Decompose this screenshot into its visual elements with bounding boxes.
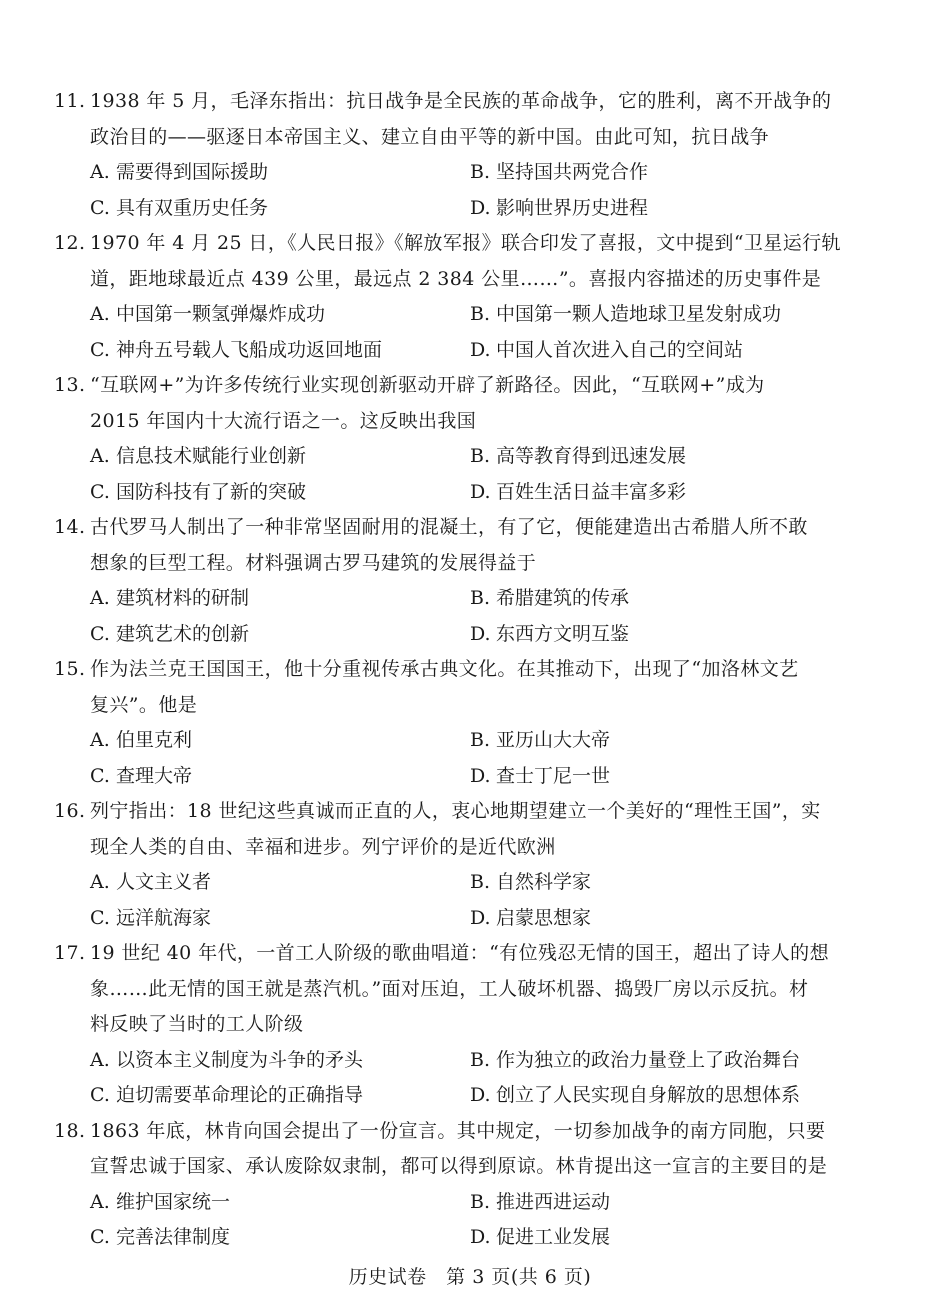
answer-option-a[interactable] bbox=[90, 155, 268, 191]
option-row bbox=[0, 297, 940, 333]
option-letter: A. bbox=[90, 303, 110, 325]
option-letter: B. bbox=[470, 1190, 491, 1213]
option-text: 亚历山大大帝 bbox=[496, 729, 611, 751]
option-text: 查士丁尼一世 bbox=[496, 764, 611, 787]
answer-option-a[interactable] bbox=[90, 439, 306, 475]
answer-option-a[interactable] bbox=[90, 1043, 363, 1079]
option-text: 维护国家统一 bbox=[116, 1190, 231, 1213]
option-row bbox=[0, 155, 940, 191]
option-text: 具有双重历史任务 bbox=[116, 196, 269, 219]
option-row bbox=[0, 901, 940, 937]
answer-option-c[interactable] bbox=[90, 759, 192, 795]
question-12 bbox=[0, 226, 940, 368]
option-text: 建筑材料的研制 bbox=[116, 587, 250, 609]
option-row bbox=[0, 723, 940, 759]
option-row bbox=[0, 1185, 940, 1221]
option-text: 百姓生活日益丰富多彩 bbox=[496, 480, 687, 503]
option-text: 坚持国共两党合作 bbox=[496, 161, 649, 183]
question-stem-first-line bbox=[0, 1114, 940, 1150]
option-row bbox=[0, 1043, 940, 1079]
question-stem-line bbox=[0, 972, 940, 1008]
option-letter: C. bbox=[90, 906, 110, 929]
option-letter: D. bbox=[470, 1084, 491, 1106]
question-stem-text: “互联网+”为许多传统行业实现创新驱动开辟了新路径。因此，“互联网+”成为 bbox=[90, 374, 765, 396]
question-number: 15. bbox=[54, 658, 86, 680]
option-letter: C. bbox=[90, 480, 110, 503]
option-text: 信息技术赋能行业创新 bbox=[116, 445, 307, 467]
answer-option-d[interactable] bbox=[470, 617, 629, 653]
option-letter: C. bbox=[90, 196, 110, 219]
page-footer: 历史试卷 第 3 页(共 6 页) bbox=[348, 1266, 592, 1288]
answer-option-b[interactable] bbox=[470, 723, 610, 759]
answer-option-d[interactable] bbox=[470, 475, 686, 511]
answer-option-c[interactable] bbox=[90, 1220, 230, 1256]
question-stem-text: 2015 年国内十大流行语之一。这反映出我国 bbox=[90, 409, 477, 432]
question-stem-text: 19 世纪 40 年代，一首工人阶级的歌曲唱道：“有位残忍无情的国王，超出了诗人的想 bbox=[90, 942, 829, 964]
answer-option-c[interactable] bbox=[90, 617, 249, 653]
question-stem-text: 料反映了当时的工人阶级 bbox=[90, 1013, 304, 1035]
option-letter: A. bbox=[90, 871, 110, 893]
answer-option-c[interactable] bbox=[90, 333, 382, 369]
answer-option-b[interactable] bbox=[470, 297, 781, 333]
option-text: 推进西进运动 bbox=[496, 1190, 611, 1213]
answer-option-b[interactable] bbox=[470, 1185, 610, 1221]
question-stem-text: 象……此无情的国王就是蒸汽机。”面对压迫，工人破坏机器、捣毁厂房以示反抗。材 bbox=[90, 977, 809, 1000]
answer-option-c[interactable] bbox=[90, 1078, 363, 1114]
option-letter: A. bbox=[90, 587, 110, 609]
answer-option-a[interactable] bbox=[90, 723, 192, 759]
answer-option-d[interactable] bbox=[470, 901, 591, 937]
option-text: 中国第一颗人造地球卫星发射成功 bbox=[496, 303, 782, 325]
answer-option-a[interactable] bbox=[90, 1185, 230, 1221]
question-stem-first-line bbox=[0, 226, 940, 262]
question-stem-text: 1938 年 5 月，毛泽东指出：抗日战争是全民族的革命战争，它的胜利，离不开战争的 bbox=[90, 90, 832, 112]
option-row bbox=[0, 333, 940, 369]
option-text: 以资本主义制度为斗争的矛头 bbox=[116, 1048, 364, 1071]
option-text: 启蒙思想家 bbox=[496, 906, 592, 929]
option-text: 需要得到国际援助 bbox=[116, 161, 269, 183]
question-stem-line bbox=[0, 1007, 940, 1043]
option-letter: C. bbox=[90, 1226, 110, 1248]
question-stem-text: 1863 年底，林肯向国会提出了一份宣言。其中规定，一切参加战争的南方同胞，只要 bbox=[90, 1119, 826, 1142]
question-stem-first-line bbox=[0, 652, 940, 688]
question-stem-text: 古代罗马人制出了一种非常坚固耐用的混凝土，有了它，便能建造出古希腊人所不敢 bbox=[90, 516, 808, 538]
question-17 bbox=[0, 936, 940, 1114]
option-text: 建筑艺术的创新 bbox=[116, 622, 250, 645]
option-letter: B. bbox=[470, 161, 491, 183]
question-18 bbox=[0, 1114, 940, 1256]
answer-option-c[interactable] bbox=[90, 191, 268, 227]
question-13 bbox=[0, 368, 940, 510]
option-row bbox=[0, 1220, 940, 1256]
question-stem-text: 道，距地球最近点 439 公里，最远点 2 384 公里……”。喜报内容描述的历史事件是 bbox=[90, 267, 822, 290]
option-letter: C. bbox=[90, 338, 110, 361]
answer-option-a[interactable] bbox=[90, 581, 249, 617]
option-text: 迫切需要革命理论的正确指导 bbox=[116, 1084, 364, 1106]
answer-option-b[interactable] bbox=[470, 1043, 800, 1079]
option-letter: D. bbox=[470, 764, 491, 787]
question-stem-text: 想象的巨型工程。材料强调古罗马建筑的发展得益于 bbox=[90, 551, 537, 574]
question-number: 11. bbox=[54, 90, 86, 112]
option-text: 创立了人民实现自身解放的思想体系 bbox=[496, 1084, 801, 1106]
question-number: 17. bbox=[54, 942, 86, 964]
option-row bbox=[0, 581, 940, 617]
option-text: 中国第一颗氢弹爆炸成功 bbox=[116, 303, 326, 325]
question-number: 14. bbox=[54, 516, 86, 538]
option-letter: B. bbox=[470, 1048, 491, 1071]
answer-option-a[interactable] bbox=[90, 865, 211, 901]
option-text: 完善法律制度 bbox=[116, 1226, 231, 1248]
option-text: 自然科学家 bbox=[496, 871, 592, 893]
question-stem-text: 作为法兰克王国国王，他十分重视传承古典文化。在其推动下，出现了“加洛林文艺 bbox=[90, 658, 799, 680]
option-letter: B. bbox=[470, 587, 491, 609]
question-stem-text: 列宁指出：18 世纪这些真诚而正直的人，衷心地期望建立一个美好的“理性王国”，实 bbox=[90, 800, 821, 822]
option-letter: D. bbox=[470, 906, 491, 929]
question-stem-first-line bbox=[0, 84, 940, 120]
question-stem-line bbox=[0, 546, 940, 582]
option-letter: A. bbox=[90, 445, 110, 467]
option-row bbox=[0, 617, 940, 653]
question-stem-first-line bbox=[0, 510, 940, 546]
question-stem-line bbox=[0, 830, 940, 866]
question-stem-text: 复兴”。他是 bbox=[90, 693, 198, 716]
answer-option-a[interactable] bbox=[90, 297, 325, 333]
answer-option-d[interactable] bbox=[470, 191, 648, 227]
answer-option-d[interactable] bbox=[470, 333, 743, 369]
option-row bbox=[0, 475, 940, 511]
option-row bbox=[0, 191, 940, 227]
option-letter: B. bbox=[470, 445, 491, 467]
option-letter: C. bbox=[90, 622, 110, 645]
answer-option-b[interactable] bbox=[470, 155, 648, 191]
question-stem-line bbox=[0, 688, 940, 724]
answer-option-b[interactable] bbox=[470, 581, 629, 617]
option-letter: D. bbox=[470, 1226, 491, 1248]
answer-option-b[interactable] bbox=[470, 865, 591, 901]
question-stem-text: 现全人类的自由、幸福和进步。列宁评价的是近代欧洲 bbox=[90, 835, 556, 858]
option-letter: D. bbox=[470, 338, 491, 361]
option-letter: C. bbox=[90, 764, 110, 787]
option-text: 作为独立的政治力量登上了政治舞台 bbox=[496, 1048, 801, 1071]
question-16 bbox=[0, 794, 940, 936]
question-number: 18. bbox=[54, 1119, 86, 1142]
question-stem-text: 1970 年 4 月 25 日，《人民日报》《解放军报》联合印发了喜报，文中提到“卫星运行轨 bbox=[90, 232, 841, 254]
option-letter: A. bbox=[90, 161, 110, 183]
option-text: 促进工业发展 bbox=[496, 1226, 611, 1248]
option-text: 神舟五号载人飞船成功返回地面 bbox=[116, 338, 383, 361]
question-stem-line bbox=[0, 404, 940, 440]
answer-option-c[interactable] bbox=[90, 901, 211, 937]
option-text: 人文主义者 bbox=[116, 871, 212, 893]
option-text: 影响世界历史进程 bbox=[496, 196, 649, 219]
option-letter: B. bbox=[470, 303, 491, 325]
option-text: 查理大帝 bbox=[116, 764, 193, 787]
question-stem-first-line bbox=[0, 936, 940, 972]
answer-option-d[interactable] bbox=[470, 1220, 610, 1256]
answer-option-d[interactable] bbox=[470, 1078, 800, 1114]
question-stem-text: 政治目的——驱逐日本帝国主义、建立自由平等的新中国。由此可知，抗日战争 bbox=[90, 125, 770, 148]
answer-option-c[interactable] bbox=[90, 475, 306, 511]
option-letter: A. bbox=[90, 1048, 110, 1071]
option-text: 中国人首次进入自己的空间站 bbox=[496, 338, 744, 361]
option-row bbox=[0, 439, 940, 475]
question-15 bbox=[0, 652, 940, 794]
option-text: 希腊建筑的传承 bbox=[496, 587, 630, 609]
question-stem-line bbox=[0, 262, 940, 298]
option-letter: A. bbox=[90, 729, 110, 751]
option-text: 远洋航海家 bbox=[116, 906, 212, 929]
answer-option-d[interactable] bbox=[470, 759, 610, 795]
question-number: 16. bbox=[54, 800, 86, 822]
question-list bbox=[0, 84, 940, 1256]
question-stem-text: 宣誓忠诚于国家、承认废除奴隶制，都可以得到原谅。林肯提出这一宣言的主要目的是 bbox=[90, 1155, 828, 1177]
option-row bbox=[0, 1078, 940, 1114]
question-14 bbox=[0, 510, 940, 652]
option-text: 东西方文明互鉴 bbox=[496, 622, 630, 645]
option-row bbox=[0, 759, 940, 795]
question-stem-line bbox=[0, 1149, 940, 1185]
question-number: 13. bbox=[54, 374, 86, 396]
option-letter: B. bbox=[470, 871, 491, 893]
question-11 bbox=[0, 84, 940, 226]
question-stem-first-line bbox=[0, 368, 940, 404]
option-letter: D. bbox=[470, 622, 491, 645]
option-text: 高等教育得到迅速发展 bbox=[496, 445, 687, 467]
option-letter: D. bbox=[470, 480, 491, 503]
question-stem-first-line bbox=[0, 794, 940, 830]
answer-option-b[interactable] bbox=[470, 439, 686, 475]
option-row bbox=[0, 865, 940, 901]
option-letter: B. bbox=[470, 729, 491, 751]
option-letter: D. bbox=[470, 196, 491, 219]
option-text: 伯里克利 bbox=[116, 729, 193, 751]
question-stem-line bbox=[0, 120, 940, 156]
question-number: 12. bbox=[54, 232, 86, 254]
option-text: 国防科技有了新的突破 bbox=[116, 480, 307, 503]
option-letter: A. bbox=[90, 1190, 110, 1213]
option-letter: C. bbox=[90, 1084, 110, 1106]
